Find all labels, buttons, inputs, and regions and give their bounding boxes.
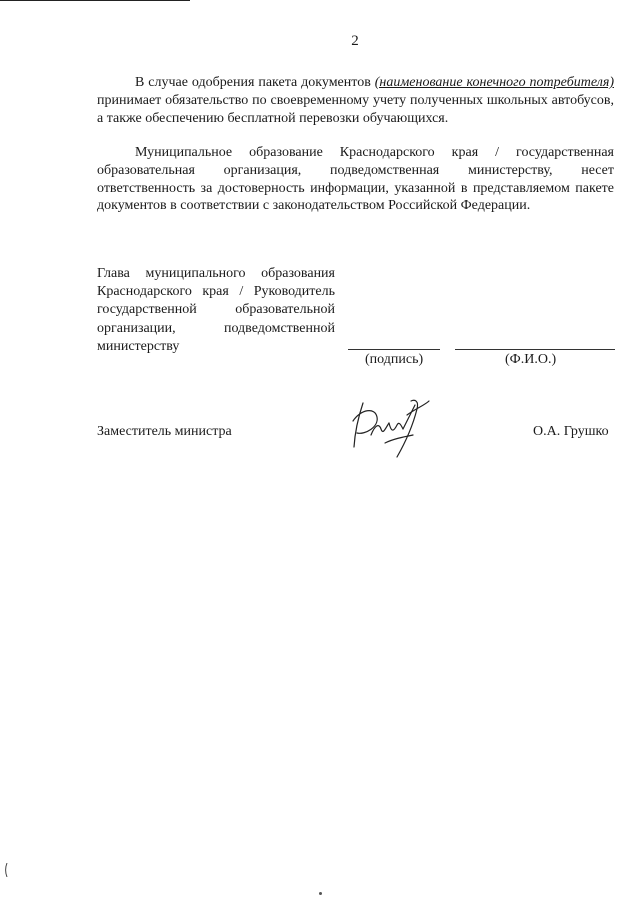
- paragraph-approval: [97, 74, 614, 127]
- fio-caption: (Ф.И.О.): [505, 352, 557, 367]
- deputy-minister-title: Заместитель министра: [97, 424, 232, 439]
- deputy-minister-name: О.А. Грушко: [533, 424, 609, 439]
- paragraph-approval-start: В случае одобрения пакета документов: [135, 75, 375, 90]
- paragraph-responsibility: [97, 144, 614, 215]
- paragraph-approval-rest: принимает обязательство по своевременному учету полученных школьных автобусов, а также обеспечению бесплатной перевозки обучающихся.: [97, 92, 614, 126]
- scan-mark: [5, 863, 8, 877]
- signature-line: [348, 349, 440, 350]
- signature-caption: (подпись): [365, 352, 424, 367]
- page-number: 2: [351, 33, 359, 49]
- paragraph-responsibility-text: Муниципальное образование Краснодарского края / государственная образовательная организация, подведомственная министерству, несет ответственность за достоверность информации, указанной в представляемом пакете документов в соответствии с законодательством Российской Федерации.: [97, 145, 614, 214]
- fio-line: [455, 349, 615, 350]
- top-rule: [0, 0, 190, 1]
- scan-dot: [319, 892, 322, 895]
- end-consumer-placeholder: (наименование конечного потребителя): [374, 75, 614, 90]
- handwritten-signature: [345, 395, 433, 463]
- head-title: Глава муниципального образования Краснодарского края / Руководитель государственной образовательной организации, подведомственной министерству: [97, 266, 335, 354]
